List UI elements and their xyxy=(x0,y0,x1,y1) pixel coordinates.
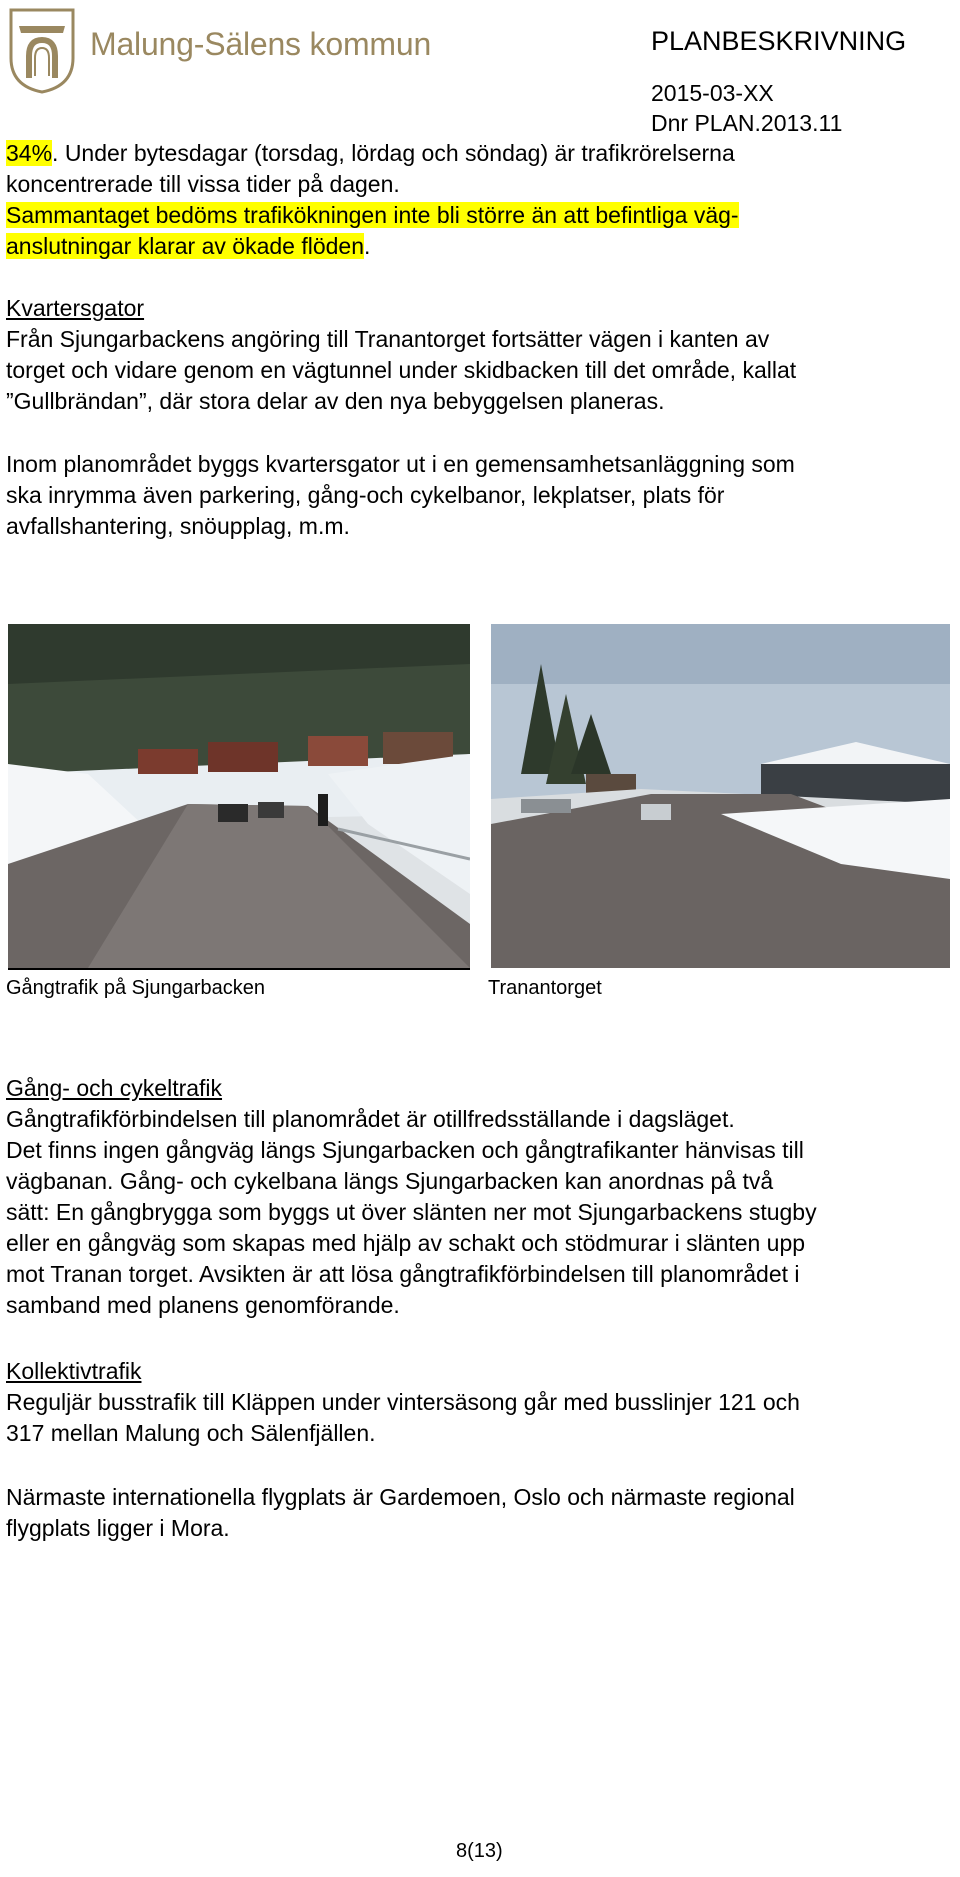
kollektivtrafik-paragraph-2: Närmaste internationella flygplats är Gardemoen, Oslo och närmaste regional flygplats ligger i Mora. xyxy=(6,1484,795,1541)
page-number: 8(13) xyxy=(456,1840,503,1862)
kvartersgator-paragraph-2: Inom planområdet byggs kvartersgator ut i en gemensamhetsanläggning som ska inrymma även parkering, gång-och cykelbanor, lekplatser, plats för avfallshantering, snöupplag, m.m. xyxy=(6,451,795,539)
highlighted-text: Sammantaget bedöms trafikökningen inte bli större än att befintliga väg- xyxy=(6,202,739,228)
section-heading-gang-cykeltrafik: Gång- och cykeltrafik xyxy=(6,1075,223,1101)
photo-divider xyxy=(8,968,470,970)
section-heading-kollektivtrafik: Kollektivtrafik xyxy=(6,1358,142,1384)
intro-paragraph: 34%. Under bytesdagar (torsdag, lördag och söndag) är trafikrörelserna koncentrerade till vissa tider på dagen. Sammantaget bedöms trafikökningen inte bli större än att befintliga väg- anslutningar klarar av ökade flöden. xyxy=(6,140,739,259)
photo-sjungarbacken xyxy=(8,624,470,968)
document-type: PLANBESKRIVNING xyxy=(651,26,907,56)
kvartersgator-section: Kvartersgator Från Sjungarbackens angöring till Tranantorget fortsätter vägen i kanten av torget och vidare genom en vägtunnel under skidbacken till det område, kallat ”Gullbrändan”, där stora delar av den nya bebyggelsen planeras. xyxy=(6,293,956,417)
logo-text: Malung-Sälens kommun xyxy=(90,26,432,62)
municipality-logo xyxy=(7,6,432,96)
gang-cykel-section: Gång- och cykeltrafik Gångtrafikförbindelsen till planområdet är otillfredsställande i dagsläget. Det finns ingen gångväg längs Sjungarbacken och gångtrafikanter hänvisas till vägbanan. Gång- och cykelbana längs Sjungarbacken kan anordnas på två sätt: En gångbrygga som byggs ut över slänten ner mot Sjungarbackens stugby eller en gångväg som skapas med hjälp av schakt och stödmurar i slänten upp mot Tranan torget. Avsikten är att lösa gångtrafikförbindelsen till planområdet i samband med planens genomförande. xyxy=(6,1073,956,1321)
section-heading-kvartersgator: Kvartersgator xyxy=(6,295,145,321)
photo-caption: Tranantorget xyxy=(488,977,602,999)
document-reference-number: Dnr PLAN.2013.11 xyxy=(651,110,843,136)
horseshoe-crest-icon xyxy=(7,6,77,94)
photo-tranantorget xyxy=(491,624,950,968)
highlighted-text: 34% xyxy=(6,140,53,166)
photo-caption: Gångtrafik på Sjungarbacken xyxy=(6,977,266,999)
document-date: 2015-03-XX xyxy=(651,80,774,106)
kollektivtrafik-section: Kollektivtrafik Reguljär busstrafik till Kläppen under vintersäsong går med busslinjer 121 och 317 mellan Malung och Sälenfjällen. xyxy=(6,1356,956,1449)
highlighted-text: anslutningar klarar av ökade flöden xyxy=(6,233,365,259)
